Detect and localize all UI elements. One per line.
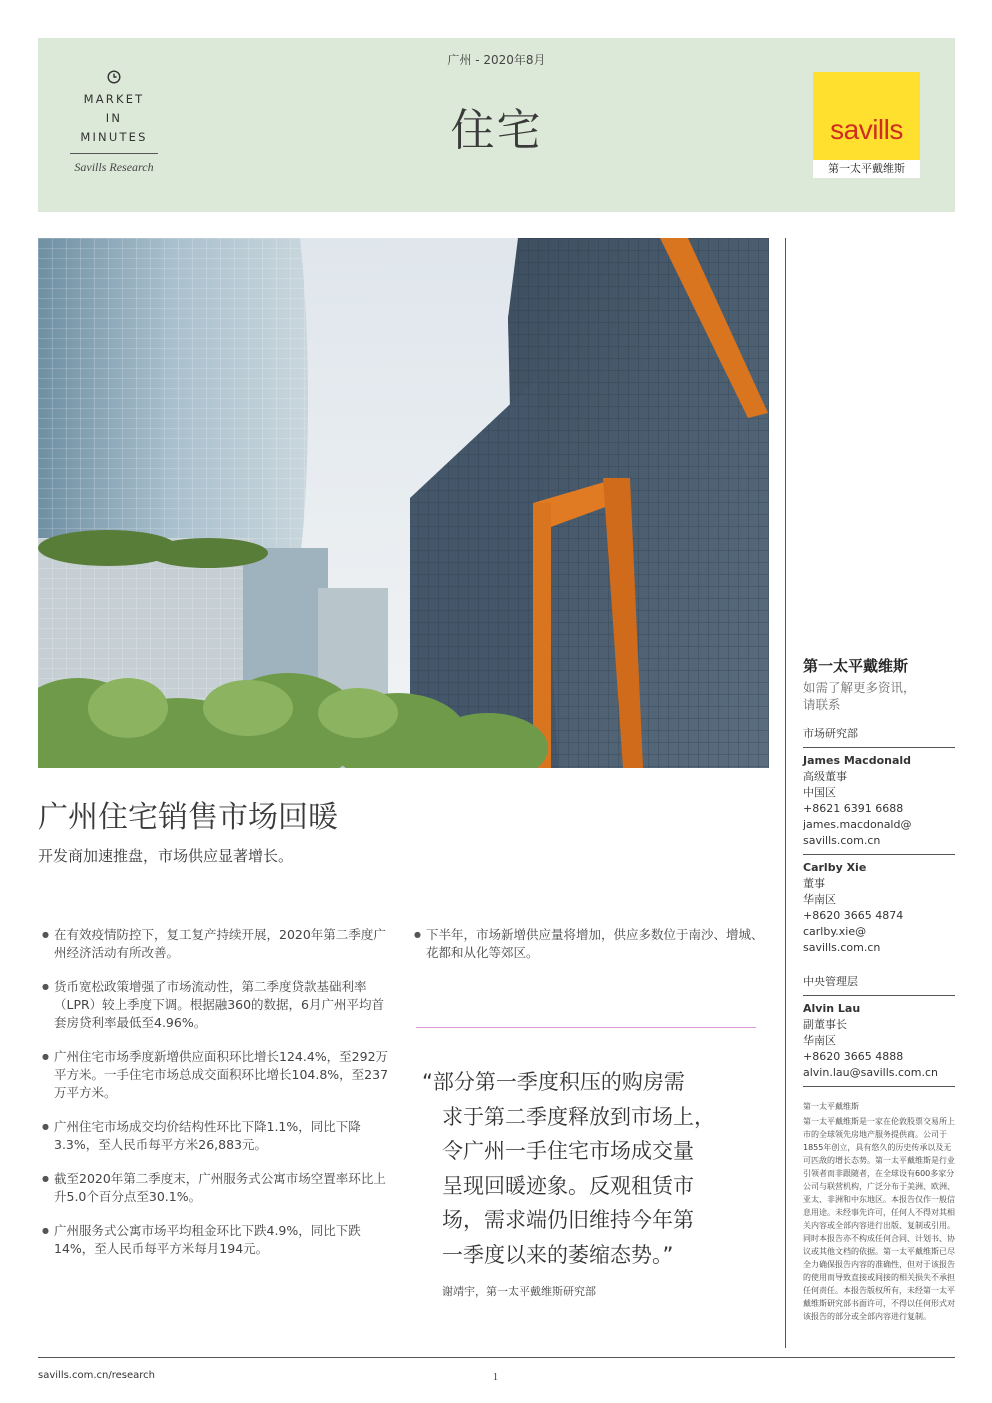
quote-line: 一季度以来的萎缩态势。” bbox=[442, 1242, 674, 1267]
quote-line: “部分第一季度积压的购房需 bbox=[422, 1070, 685, 1094]
dept-research-label: 市场研究部 bbox=[803, 725, 955, 748]
key-point: ● 在有效疫情防控下，复工复产持续开展，2020年第二季度广州经济活动有所改善。 bbox=[42, 926, 394, 962]
page-number: 1 bbox=[493, 1372, 498, 1383]
key-point: ● 货币宽松政策增强了市场流动性，第二季度贷款基础利率（LPR）较上季度下调。根据融360的数据，6月广州平均首套房贷利率最低至4.96%。 bbox=[42, 978, 394, 1032]
report-title: 住宅 bbox=[450, 105, 543, 156]
contact-title: 副董事长 bbox=[803, 1018, 847, 1031]
quote-line: 场，需求端仍旧维持今年第 bbox=[442, 1208, 694, 1232]
article-subhead: 开发商加速推盘，市场供应显著增长。 bbox=[38, 847, 294, 865]
quote-line: 令广州一手住宅市场成交量 bbox=[442, 1139, 694, 1163]
contact-email[interactable]: james.macdonald@ bbox=[803, 818, 912, 831]
contact-region: 中国区 bbox=[803, 786, 836, 799]
contact-card bbox=[803, 996, 955, 1087]
quote-line: 求于第二季度释放到市场上， bbox=[442, 1104, 715, 1129]
clock-icon bbox=[107, 70, 121, 84]
disclaimer-title: 第一太平戴维斯 bbox=[803, 1102, 859, 1111]
header-band bbox=[38, 38, 955, 212]
dept-management-label: 中央管理层 bbox=[803, 973, 955, 996]
contact-email-domain[interactable]: savills.com.cn bbox=[803, 941, 881, 954]
article-headline: 广州住宅销售市场回暖 bbox=[38, 800, 338, 835]
contact-name: Alvin Lau bbox=[803, 1002, 861, 1015]
key-point: ● 广州住宅市场成交均价结构性环比下降1.1%，同比下降3.3%，至人民币每平方米26,883元。 bbox=[42, 1118, 394, 1154]
contact-phone[interactable]: +8620 3665 4874 bbox=[803, 909, 904, 922]
sidebar-org-name: 第一太平戴维斯 bbox=[803, 657, 909, 675]
logo-chinese-text: 第一太平戴维斯 bbox=[813, 160, 920, 178]
key-points-right bbox=[414, 926, 766, 978]
footer-url-link[interactable]: savills.com.cn/research bbox=[38, 1370, 155, 1381]
dateline: 广州 - 2020年8月 bbox=[447, 53, 546, 67]
key-point: ● 广州服务式公寓市场平均租金环比下跌4.9%，同比下跌14%，至人民币每平方米每月194元。 bbox=[42, 1222, 394, 1258]
masthead-subtitle: Savills Research bbox=[74, 160, 154, 174]
quote-divider bbox=[416, 1027, 756, 1028]
quote-line: 呈现回暖迹象。反观租赁市 bbox=[442, 1173, 694, 1198]
contact-phone[interactable]: +8621 6391 6688 bbox=[803, 802, 904, 815]
contact-email-domain[interactable]: savills.com.cn bbox=[803, 834, 881, 847]
key-points-left bbox=[42, 926, 394, 1274]
contact-title: 董事 bbox=[803, 877, 825, 890]
masthead-word: IN bbox=[105, 111, 123, 125]
contact-email[interactable]: alvin.lau@savills.com.cn bbox=[803, 1066, 938, 1079]
contact-region: 华南区 bbox=[803, 893, 836, 906]
footer-divider bbox=[38, 1357, 955, 1358]
key-point: ● 截至2020年第二季度末，广州服务式公寓市场空置率环比上升5.0个百分点至30.1%。 bbox=[42, 1170, 394, 1206]
key-point: ● 广州住宅市场季度新增供应面积环比增长124.4%，至292万平方米。一手住宅市场总成交面积环比增长104.8%，至237万平方米。 bbox=[42, 1048, 394, 1102]
contact-email[interactable]: carlby.xie@ bbox=[803, 925, 867, 938]
pull-quote bbox=[422, 1065, 772, 1272]
cover-photo bbox=[38, 238, 769, 768]
key-point: ● 下半年，市场新增供应量将增加，供应多数位于南沙、增城、花都和从化等郊区。 bbox=[414, 926, 766, 962]
contact-card bbox=[803, 855, 955, 961]
contact-sidebar bbox=[803, 655, 955, 1323]
contact-title: 高级董事 bbox=[803, 770, 847, 783]
logo-brand-text: savills bbox=[830, 114, 903, 145]
column-divider bbox=[785, 238, 786, 1348]
masthead-word: MARKET bbox=[83, 92, 145, 106]
contact-name: James Macdonald bbox=[803, 754, 912, 767]
sidebar-more-info: 请联系 bbox=[803, 697, 841, 712]
masthead-word: MINUTES bbox=[80, 130, 148, 144]
contact-phone[interactable]: +8620 3665 4888 bbox=[803, 1050, 904, 1063]
contact-card bbox=[803, 748, 955, 855]
sidebar-more-info: 如需了解更多资讯， bbox=[803, 680, 916, 695]
savills-logo[interactable] bbox=[813, 72, 920, 178]
contact-region: 华南区 bbox=[803, 1034, 836, 1047]
contact-name: Carlby Xie bbox=[803, 861, 867, 874]
disclaimer-text: 第一太平戴维斯是一家在伦敦股票交易所上市的全球领先房地产服务提供商。公司于1855年创立，具有悠久的历史传承以及无可匹敌的增长态势。第一太平戴维斯是行业引领者而非跟随者，在全球设有600多家分公司与联营机构，广泛分布于美洲、欧洲、亚太、非洲和中东地区。本报告仅作一般信息用途。未经事先许可，任何人不得对其相关内容或全部内容进行出版、复制或引用。同时本报告亦不构成任何合同、计划书、协议或其他文档的依据。第一太平戴维斯已尽全力确保报告内容的准确性，但对于该报告的使用而导致直接或间接的相关损失不承担任何责任。本报告版权所有，未经第一太平戴维斯研究部书面许可，不得以任何形式对该报告的部分或全部内容进行复制。 bbox=[803, 1117, 955, 1321]
quote-attribution: 谢靖宇，第一太平戴维斯研究部 bbox=[442, 1285, 596, 1298]
